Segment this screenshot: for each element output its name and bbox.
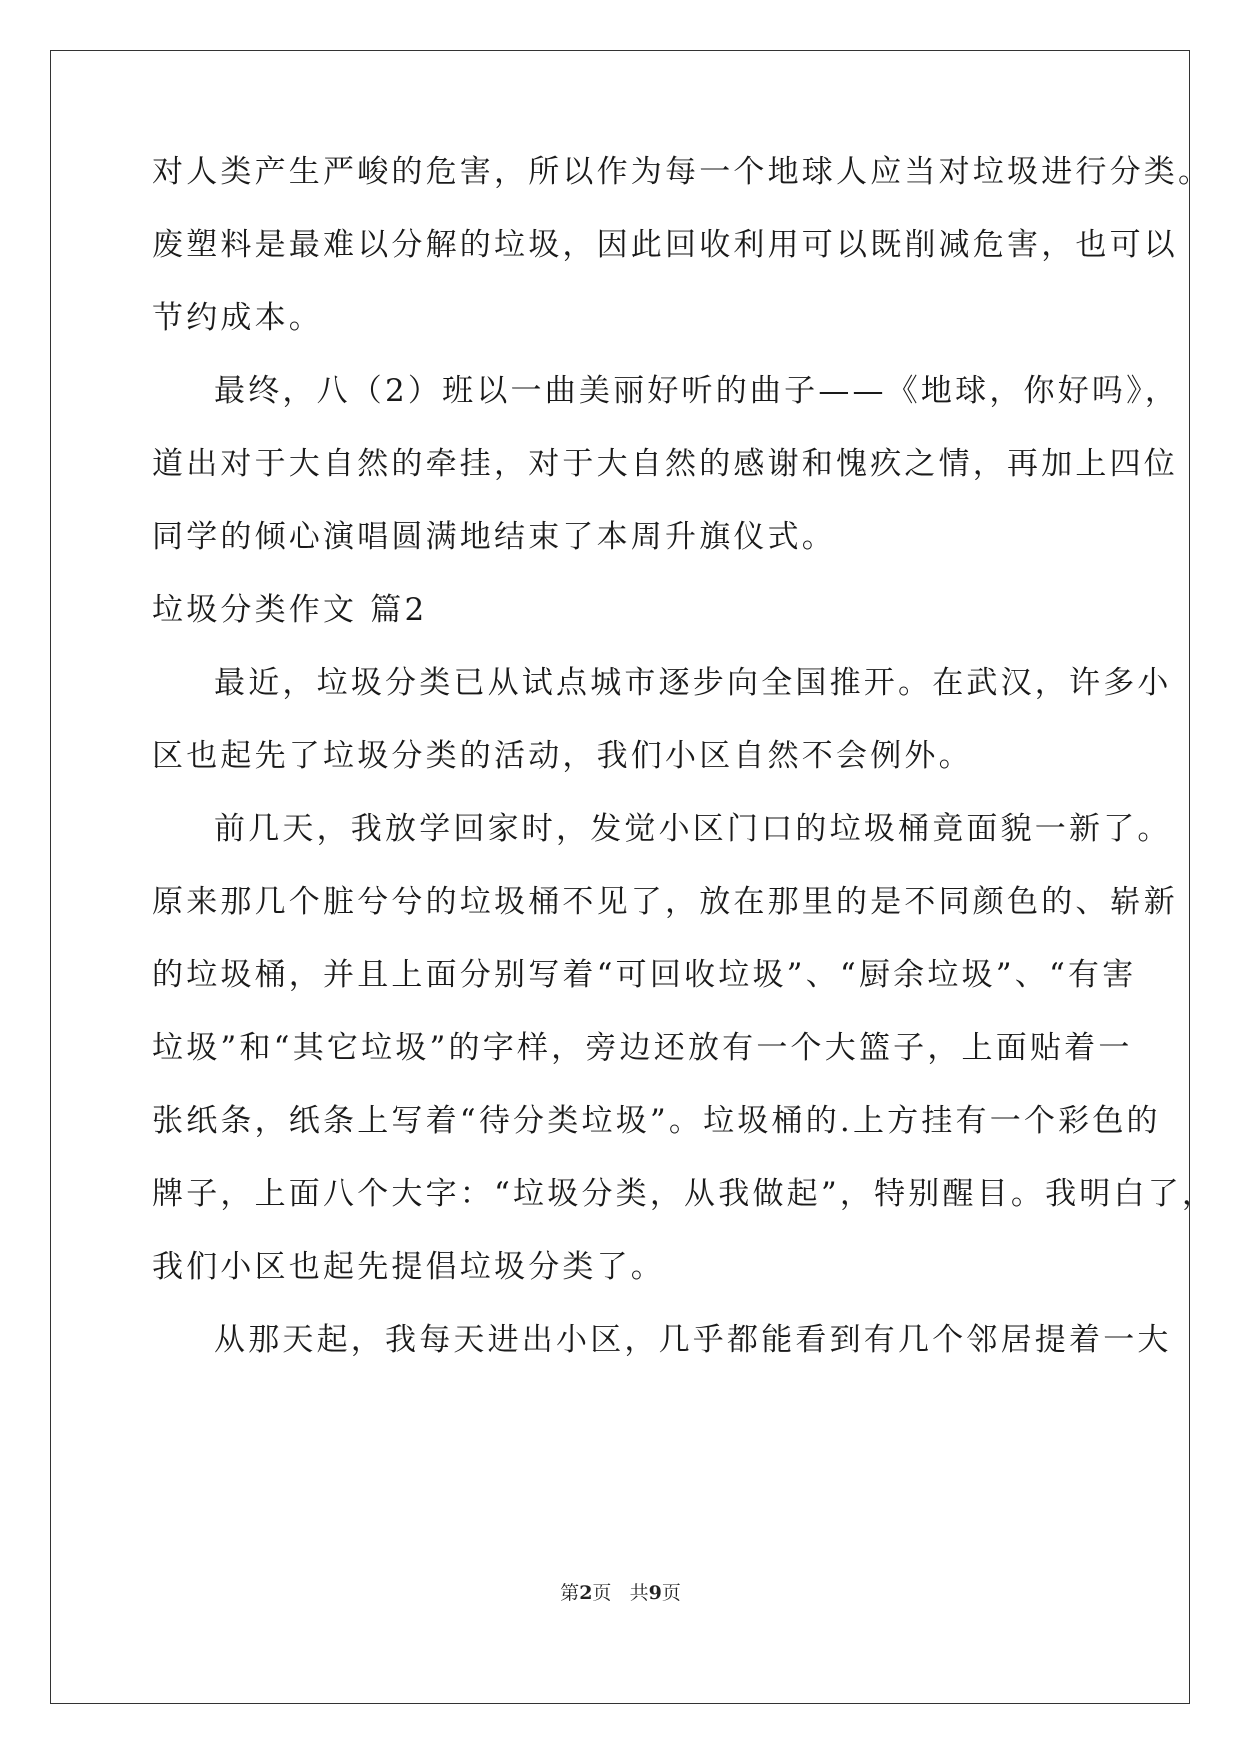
section-heading: 垃圾分类作文 篇2 xyxy=(152,592,428,628)
footer-page-word: 页 xyxy=(592,1582,612,1604)
paragraph-start-line: 最终，八（2）班以一曲美丽好听的曲子——《地球，你好吗》， xyxy=(214,373,1180,409)
text-line: 牌子，上面八个大字：“垃圾分类，从我做起”，特别醒目。我明白了， xyxy=(152,1176,1217,1212)
current-page-number: 2 xyxy=(579,1582,593,1604)
text-line: 同学的倾心演唱圆满地结束了本周升旗仪式。 xyxy=(152,519,836,555)
total-pages-number: 9 xyxy=(648,1582,662,1604)
footer-total-suffix: 页 xyxy=(661,1582,681,1604)
text-line: 原来那几个脏兮兮的垃圾桶不见了，放在那里的是不同颜色的、崭新 xyxy=(152,884,1178,920)
text-line: 对人类产生严峻的危害，所以作为每一个地球人应当对垃圾进行分类。 xyxy=(152,154,1213,190)
footer-prefix: 第 xyxy=(560,1582,580,1604)
page-footer xyxy=(0,1581,1241,1605)
text-line: 废塑料是最难以分解的垃圾，因此回收利用可以既削减危害，也可以 xyxy=(152,227,1178,263)
text-line: 的垃圾桶，并且上面分别写着“可回收垃圾”、“厨余垃圾”、“有害 xyxy=(152,957,1137,993)
text-line: 垃圾”和“其它垃圾”的字样，旁边还放有一个大篮子，上面贴着一 xyxy=(152,1030,1133,1066)
text-line: 我们小区也起先提倡垃圾分类了。 xyxy=(152,1249,665,1285)
paragraph-start-line: 前几天，我放学回家时，发觉小区门口的垃圾桶竟面貌一新了。 xyxy=(214,811,1172,847)
text-line: 区也起先了垃圾分类的活动，我们小区自然不会例外。 xyxy=(152,738,973,774)
text-line: 张纸条，纸条上写着“待分类垃圾”。垃圾桶的.上方挂有一个彩色的 xyxy=(152,1103,1161,1139)
text-line: 道出对于大自然的牵挂，对于大自然的感谢和愧疚之情，再加上四位 xyxy=(152,446,1178,482)
paragraph-start-line: 从那天起，我每天进出小区，几乎都能看到有几个邻居提着一大 xyxy=(214,1322,1172,1358)
text-line: 节约成本。 xyxy=(152,300,323,336)
footer-total-prefix: 共 xyxy=(629,1582,649,1604)
paragraph-start-line: 最近，垃圾分类已从试点城市逐步向全国推开。在武汉，许多小 xyxy=(214,665,1172,701)
